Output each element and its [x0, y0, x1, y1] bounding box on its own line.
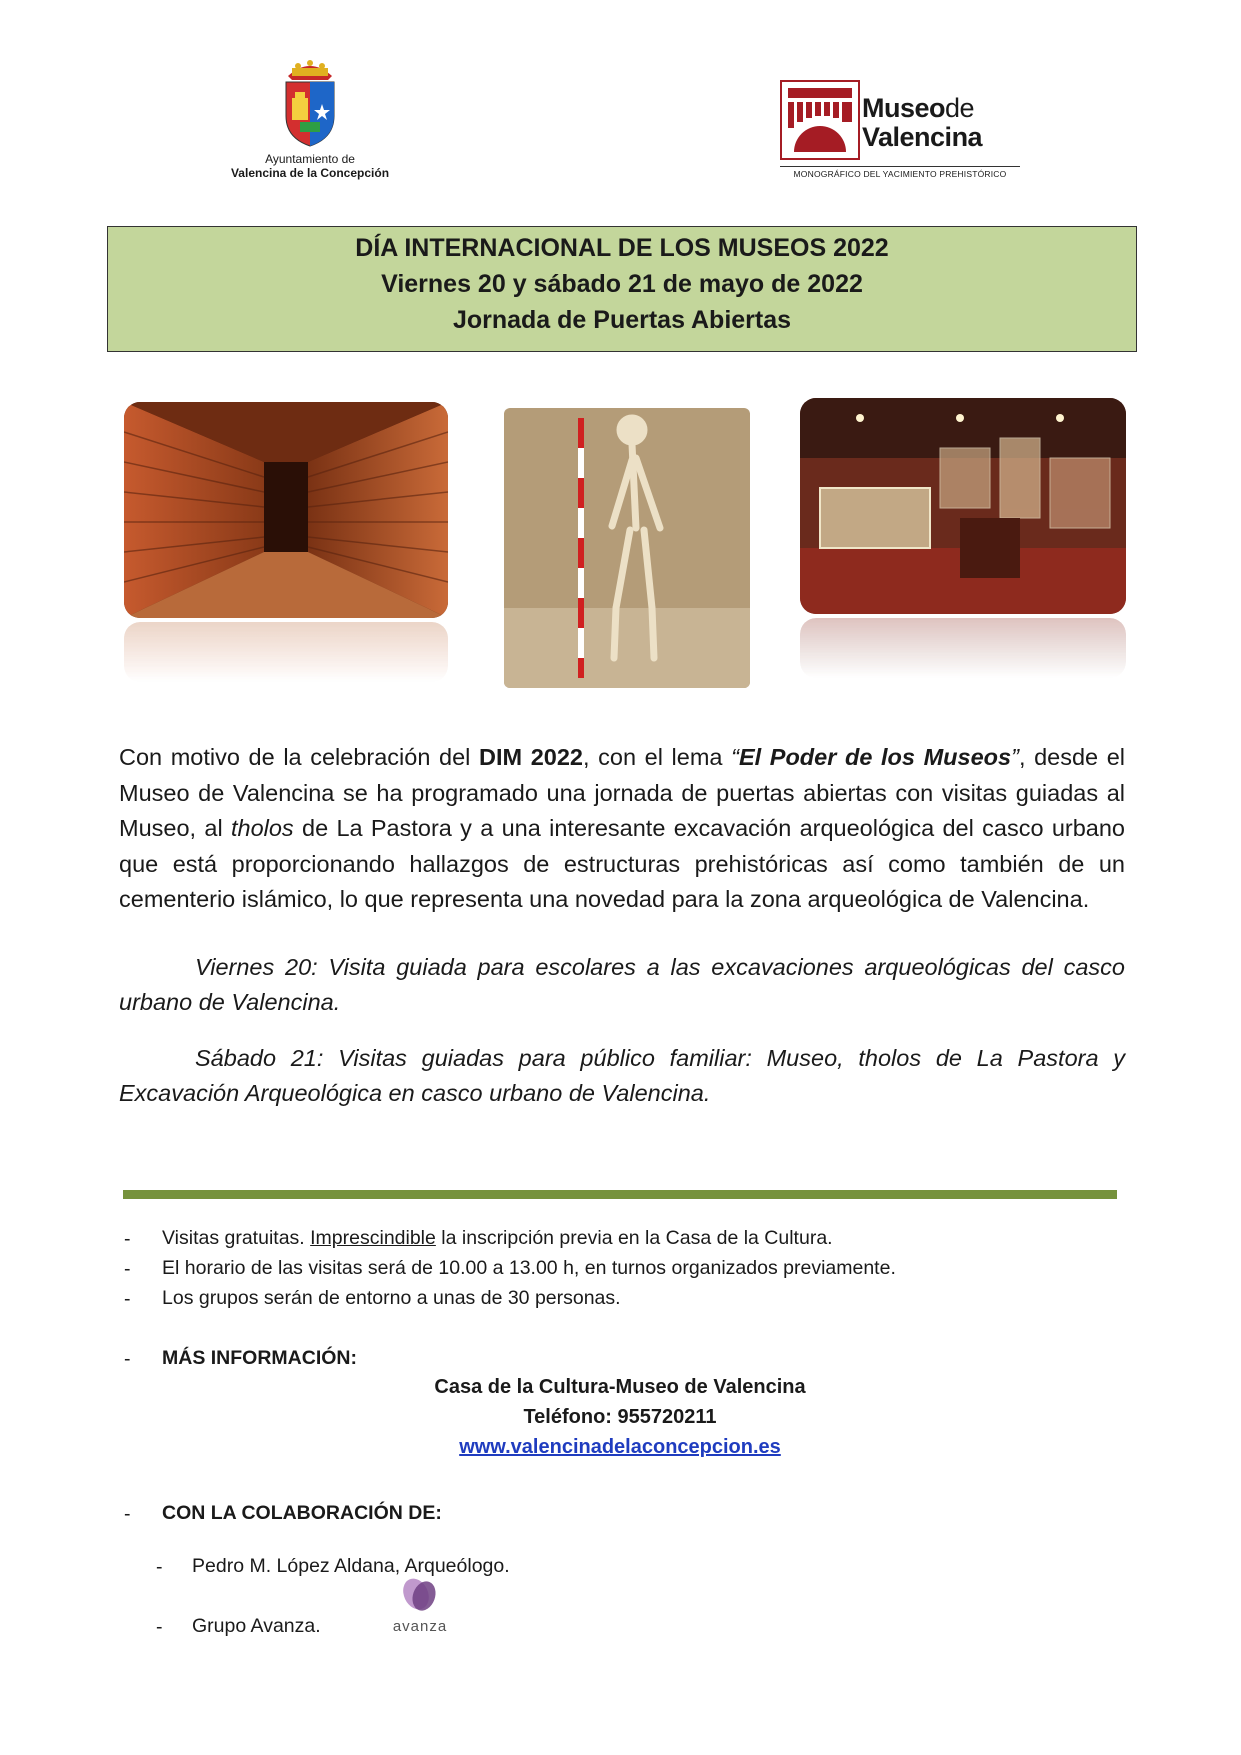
photo-tholos-corridor	[124, 402, 448, 618]
list-dash: -	[124, 1258, 131, 1280]
list-dash: -	[156, 1556, 163, 1578]
valencina-word: Valencina	[862, 122, 983, 152]
list-dash: -	[124, 1503, 131, 1525]
info-place: Casa de la Cultura-Museo de Valencina	[434, 1376, 806, 1398]
photo-reflection	[800, 618, 1126, 678]
logo-rule	[780, 166, 1020, 167]
collab-heading: CON LA COLABORACIÓN DE:	[162, 1502, 442, 1524]
title-line-1: DÍA INTERNACIONAL DE LOS MUSEOS 2022	[355, 234, 889, 262]
avanza-wordmark: avanza	[392, 1618, 448, 1635]
museo-word: Museo	[862, 93, 946, 123]
quote-mark: “	[731, 744, 739, 770]
info-phone: Teléfono: 955720211	[523, 1406, 717, 1428]
list-text: Visitas gratuitas.	[162, 1227, 311, 1249]
schedule-sabado: Sábado 21: Visitas guiadas para público familiar: Museo, tholos de La Pastora y Excavación Arqueológica en casco urbano de Valencina.	[119, 1044, 1125, 1106]
lema-highlight: El Poder de los Museos	[738, 744, 1012, 770]
dim-highlight: DIM 2022	[479, 744, 583, 770]
collab-item-avanza: Grupo Avanza.	[192, 1615, 321, 1637]
title-line-3: Jornada de Puertas Abiertas	[452, 306, 792, 334]
ayuntamiento-name: Valencina de la Concepción	[230, 166, 390, 180]
more-info-heading: MÁS INFORMACIÓN:	[162, 1347, 357, 1369]
list-dash: -	[124, 1288, 131, 1310]
title-line-2: Viernes 20 y sábado 21 de mayo de 2022	[381, 270, 863, 298]
list-dash: -	[124, 1348, 131, 1370]
collab-item-archaeologist: Pedro M. López Aldana, Arqueólogo.	[192, 1555, 510, 1577]
info-website-wrap	[120, 1436, 1120, 1459]
photo-reflection	[124, 622, 448, 682]
tholos-word: tholos	[230, 815, 294, 841]
museo-subtitle: MONOGRÁFICO DEL YACIMIENTO PREHISTÓRICO	[793, 169, 1007, 179]
museo-name	[862, 94, 982, 152]
museo-sun-icon	[780, 80, 860, 160]
avanza-petal-icon	[400, 1576, 440, 1614]
list-dash: -	[124, 1228, 131, 1250]
intro-text: , desde el Museo de Valencina se ha programado una jornada de puertas abiertas con visitas guiadas al Museo, al	[119, 744, 1126, 841]
avanza-logo	[380, 1576, 460, 1648]
body-text	[119, 740, 1125, 1112]
title-box	[107, 226, 1137, 352]
list-item-visits-free	[162, 1226, 833, 1250]
coat-of-arms-icon	[278, 58, 342, 148]
intro-paragraph	[119, 740, 1125, 918]
list-text: la inscripción previa en la Casa de la Cultura.	[435, 1227, 833, 1249]
intro-text: , con el lema	[583, 744, 732, 770]
list-item-group-size: Los grupos serán de entorno a unas de 30 personas.	[162, 1287, 621, 1309]
intro-text: Con motivo de la celebración del	[119, 744, 480, 770]
required-underlined: Imprescindible	[310, 1227, 436, 1249]
ayuntamiento-label: Ayuntamiento de	[265, 152, 355, 166]
list-dash: -	[156, 1616, 163, 1638]
ayuntamiento-logo	[210, 58, 410, 180]
museo-de-word: de	[945, 93, 975, 123]
section-divider	[123, 1190, 1117, 1199]
website-link[interactable]: www.valencinadelaconcepcion.es	[459, 1436, 781, 1458]
photo-museum-interior	[800, 398, 1126, 614]
schedule-viernes: Viernes 20: Visita guiada para escolares a las excavaciones arqueológicas del casco urbano de Valencina.	[119, 953, 1125, 1015]
intro-text: de La Pastora y a una interesante excavación arqueológica del casco urbano que está proporcionando hallazgos de estructuras prehistóricas así como también de un cementerio islámico, lo que representa una novedad para la zona arqueológica de Valencina.	[119, 815, 1125, 912]
quote-mark: ”	[1011, 744, 1019, 770]
list-item-schedule: El horario de las visitas será de 10.00 a 13.00 h, en turnos organizados previamente.	[162, 1257, 896, 1279]
photo-burial-excavation	[504, 408, 750, 688]
